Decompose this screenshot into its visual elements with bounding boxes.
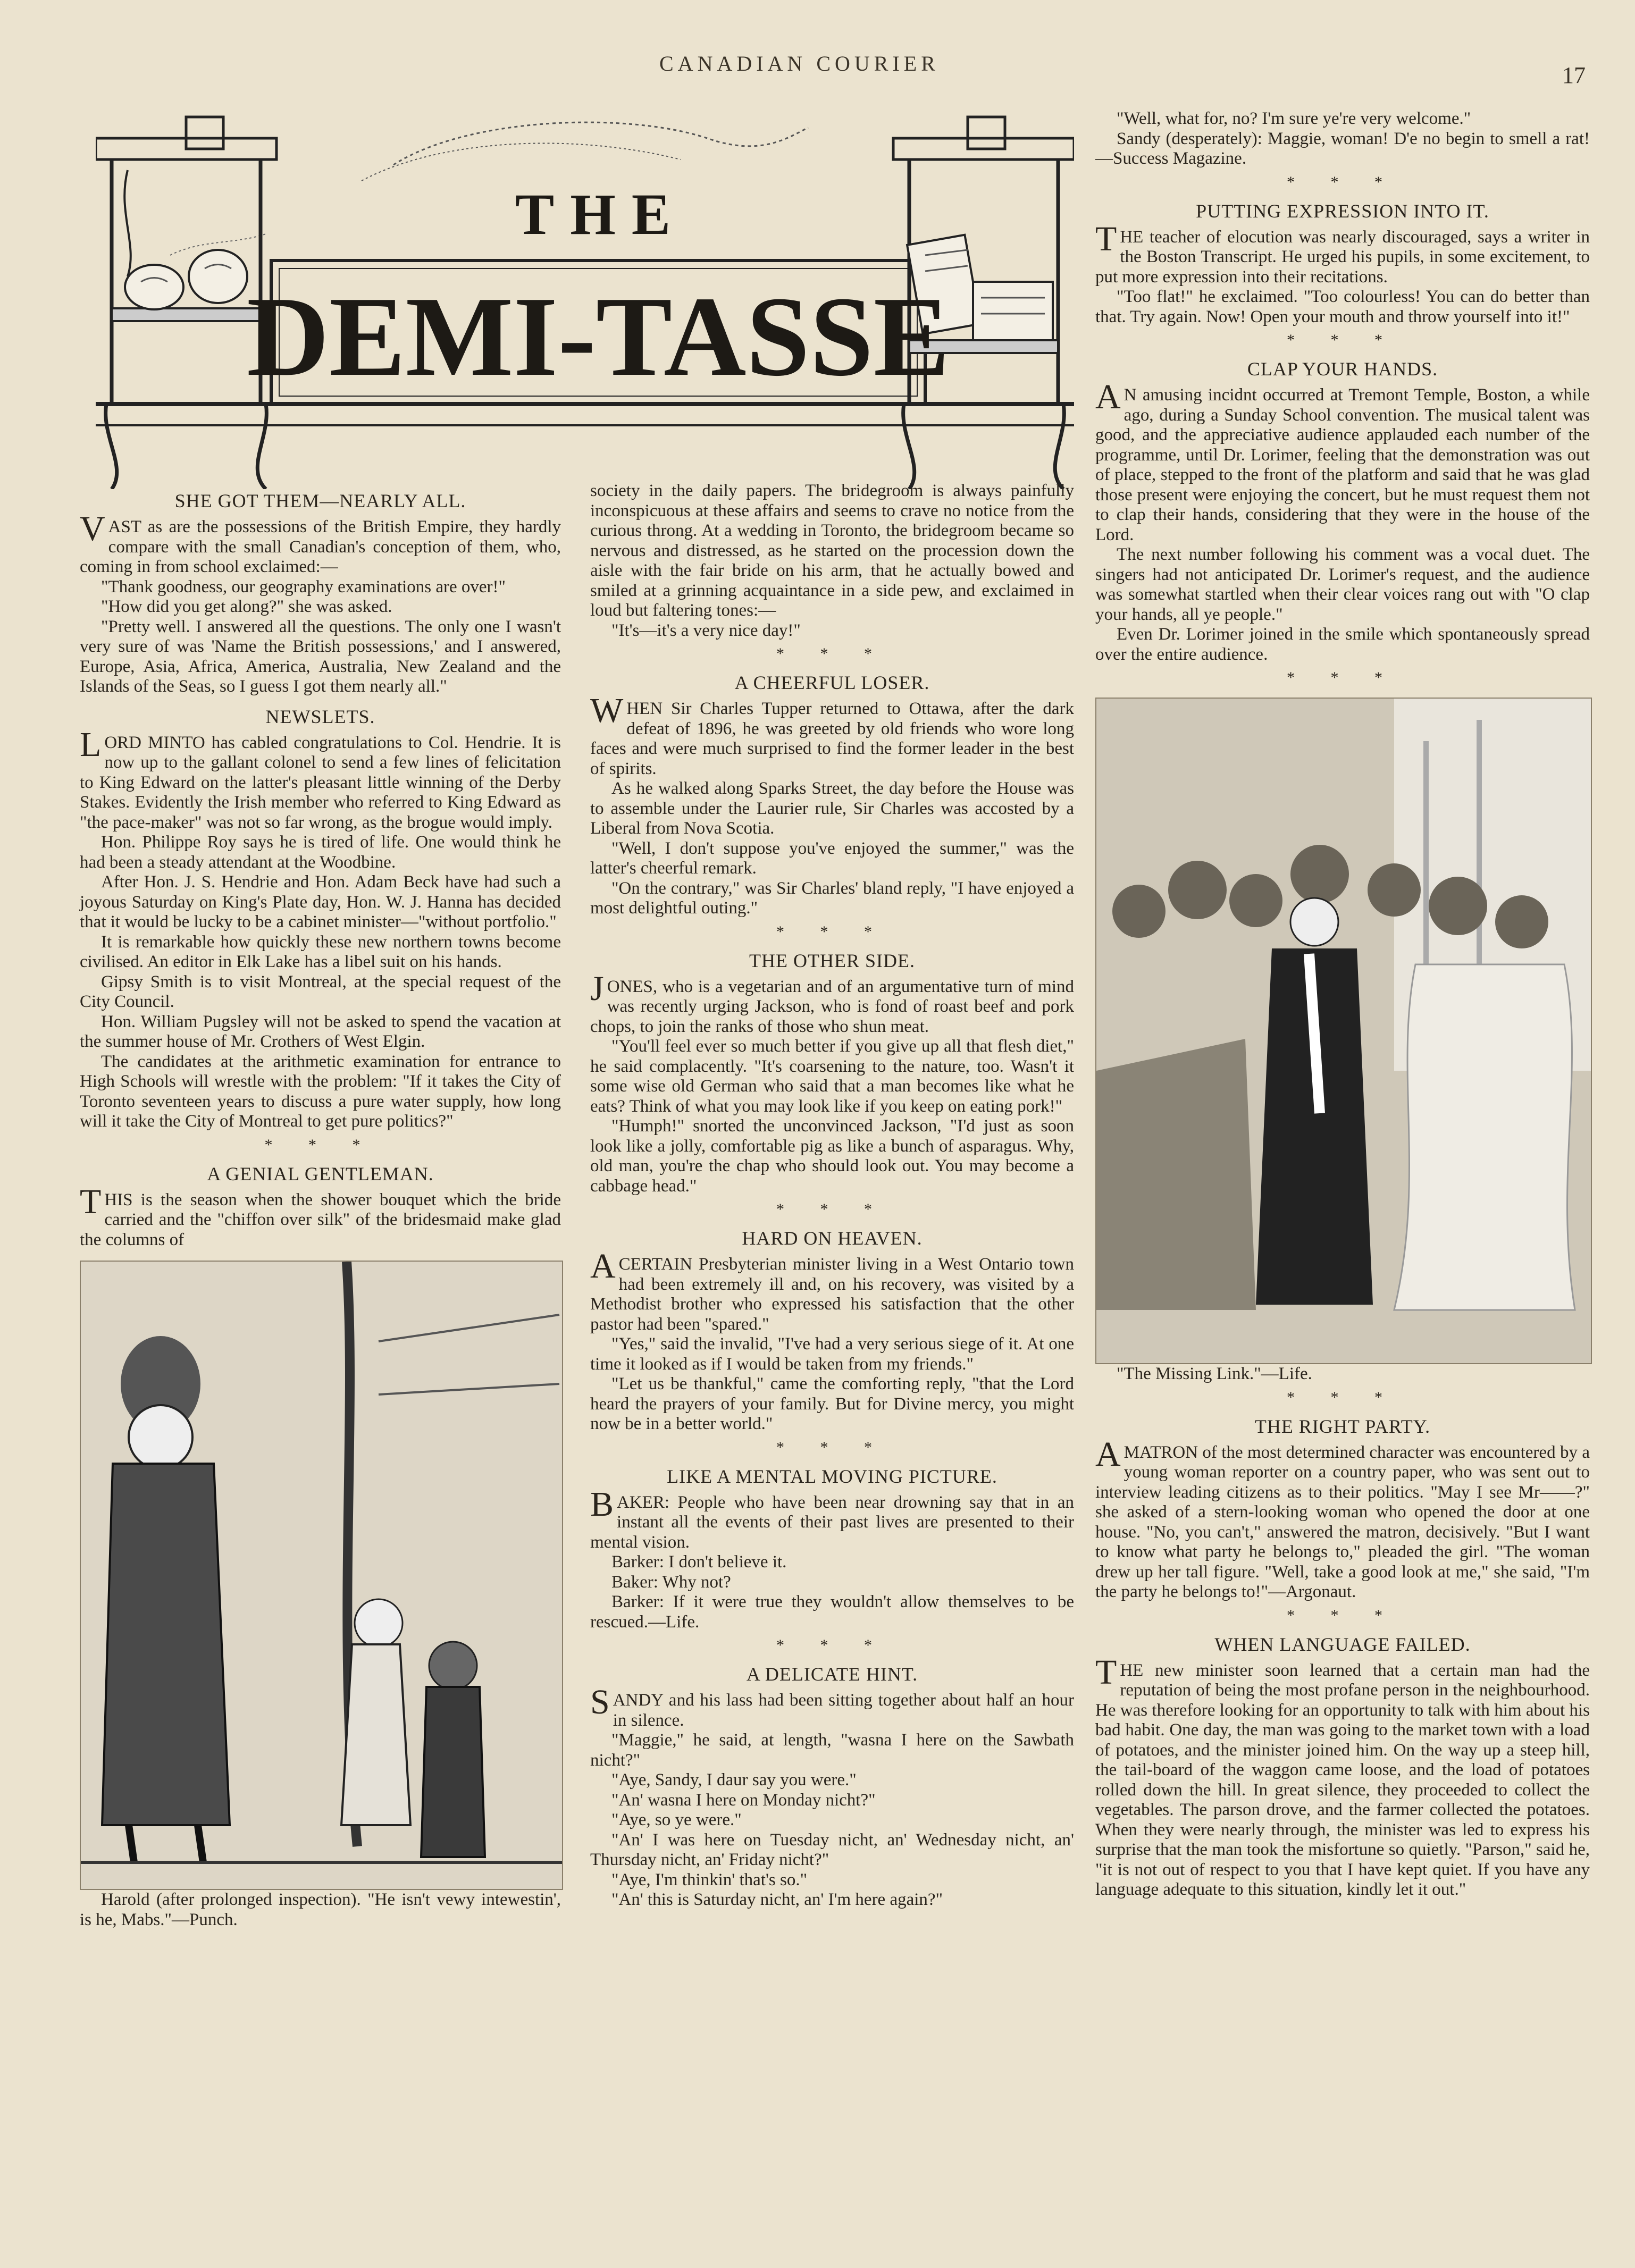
masthead-word-demitasse: DEMI-TASSE: [246, 273, 950, 400]
section-separator: * * *: [264, 1136, 376, 1154]
paragraph: "Well, I don't suppose you've enjoyed the summer," was the latter's cheerful remark.: [590, 838, 1074, 878]
section-title: PUTTING EXPRESSION INTO IT.: [1196, 200, 1489, 222]
paragraph: Even Dr. Lorimer joined in the smile which spontaneously spread over the entire audience.: [1095, 625, 1590, 664]
section-separator: * * *: [776, 1438, 888, 1456]
paragraph: "Well, what for, no? I'm sure ye're very welcome.": [1117, 109, 1471, 128]
paragraph: After Hon. J. S. Hendrie and Hon. Adam Beck have had such a joyous Saturday on King's Plate day, Hon. W. J. Hanna has decided that it would be lucky to be a cabinet minister—"without portfolio.": [80, 872, 561, 931]
column-3: [1095, 109, 1590, 1900]
paragraph: AMATRON of the most determined character was encountered by a young woman reporter on a country paper, who was sent out to interview leading citizens as to their politics. "May I see Mr——?" she asked of a stern-looking woman who opened the door at one house. "No, you can't," answered the matron, decisively. "But I want to know what party he belongs to," pleaded the girl. "The woman drew up her tall figure. "Well, take a good look at me," she said, "I'm the party he belongs to!"—Argonaut.: [1095, 1434, 1590, 1601]
section-title: SHE GOT THEM—NEARLY ALL.: [174, 490, 466, 511]
paragraph: THE new minister soon learned that a certain man had the reputation of being the most profane person in the neighbourhood. He was therefore looking for an opportunity to talk with him about his bad habit. One day, the man was going to the market town with a load of potatoes, and the minister joined him. On the way up a steep hill, the tail-board of the waggon came loose, and the load of potatoes rolled down the hill. In great silence, they proceeded to collect the vegetables. The parson drove, and the farmer collected the potatoes. When they were nearly through, the minister was led to express his surprise that the man took the misfortune so quietly. "Parson," said he, "it is not out of respect to you that I have kept quiet. If you have any language adequate to this situation, kindly let it out.": [1095, 1652, 1590, 1899]
paragraph: JONES, who is a vegetarian and of an argumentative turn of mind was recently urging Jackson, who is fond of roast beef and pork chops, to join the ranks of those who shun meat.: [590, 969, 1074, 1036]
paragraph: "Aye, so ye were.": [611, 1810, 742, 1829]
figure-caption: Harold (after prolonged inspection). "He isn't vewy intewestin', is he, Mabs."—Punch.: [80, 1890, 561, 1929]
paragraph: SANDY and his lass had been sitting together about half an hour in silence.: [590, 1683, 1074, 1730]
wedding-crowd-drawing: [1096, 699, 1591, 1363]
section-title: CLAP YOUR HANDS.: [1247, 358, 1438, 380]
paragraph: As he walked along Sparks Street, the day before the House was to assemble under the Laurier rule, Sir Charles was accosted by a Liberal from Nova Scotia.: [590, 779, 1074, 838]
paragraph: It is remarkable how quickly these new northern towns become civilised. An editor in Elk Lake has a libel suit on his hands.: [80, 932, 561, 971]
paragraph: "Thank goodness, our geography examinations are over!": [101, 577, 506, 597]
paragraph: LORD MINTO has cabled congratulations to Col. Hendrie. It is now up to the gallant colonel to send a few lines of felicitation to King Edward on the latter's pleasant little winning of the Derby Stakes. Evidently the Irish member who referred to King Edward as "the pace-maker" was not so far wrong, as the brogue would imply.: [80, 725, 561, 832]
paragraph: "Aye, Sandy, I daur say you were.": [611, 1770, 857, 1790]
section-separator: * * *: [776, 645, 888, 662]
paragraph: "It's—it's a very nice day!": [611, 620, 801, 640]
paragraph: WHEN Sir Charles Tupper returned to Ottawa, after the dark defeat of 1896, he was greeted by old friends who wore long faces and were much surprised to find the former leader in the best of spirits.: [590, 691, 1074, 778]
paragraph: ACERTAIN Presbyterian minister living in a West Ontario town had been extremely ill and, on his recovery, was visited by a Methodist brother who expressed his satisfaction that the other pastor had been "spared.": [590, 1247, 1074, 1334]
paragraph: Baker: Why not?: [611, 1572, 731, 1592]
section-title: A CHEERFUL LOSER.: [734, 672, 930, 693]
punch-illustration: [80, 1261, 563, 1890]
paragraph: The candidates at the arithmetic examination for entrance to High Schools will wrestle with the problem: "If it takes the City of Toronto seventeen years to discuss a pure water supply, how long will it take the City of Montreal to get pure politics?": [80, 1052, 561, 1131]
paragraph: Barker: If it were true they wouldn't allow themselves to be rescued.—Life.: [590, 1592, 1074, 1632]
paragraph: AN amusing incidnt occurred at Tremont Temple, Boston, a while ago, during a Sunday School convention. The musical talent was good, and the appreciative audience applauded each number of the programme, until Dr. Lorimer, feeling that the demonstration was out of place, stepped to the front of the platform and said that he was glad those present were enjoying the concert, but he must request them not to clap their hands, considering that they were in the house of the Lord.: [1095, 377, 1590, 544]
paragraph: Gipsy Smith is to visit Montreal, at the special request of the City Council.: [80, 972, 561, 1011]
paragraph: "An' I was here on Tuesday nicht, an' Wednesday nicht, an' Thursday nicht, an' Friday nicht?": [590, 1830, 1074, 1869]
section-title: THE OTHER SIDE.: [749, 950, 915, 971]
section-title: WHEN LANGUAGE FAILED.: [1214, 1633, 1471, 1655]
section-title: A DELICATE HINT.: [746, 1664, 918, 1685]
paragraph: society in the daily papers. The bridegroom is always painfully inconspicuous at these affairs and seems to crave no notice from the curious throng. At a wedding in Toronto, the bridegroom became so nervous and distressed, as he started on the procession down the aisle with the fair bride on his arm, that he actually bowed and smiled at a grinning acquaintance in a side pew, and exclaimed in loud but faltering tones:—: [590, 481, 1074, 620]
paragraph: Sandy (desperately): Maggie, woman! D'e no begin to smell a rat!—Success Magazine.: [1095, 129, 1590, 168]
section-separator: * * *: [776, 1200, 888, 1218]
paragraph: "Let us be thankful," came the comforting reply, "that the Lord heard the prayers of your family. But for Divine mercy, you might now be in a better world.": [590, 1374, 1074, 1433]
paragraph: Hon. William Pugsley will not be asked to spend the vacation at the summer house of Mr. Crothers of West Elgin.: [80, 1012, 561, 1051]
life-illustration: [1095, 698, 1592, 1364]
paragraph: "Too flat!" he exclaimed. "Too colourless! You can do better than that. Try again. Now! Open your mouth and throw yourself into it!": [1095, 287, 1590, 326]
section-separator: * * *: [1287, 331, 1398, 349]
paragraph: "An' wasna I here on Monday nicht?": [611, 1790, 876, 1810]
section-title: LIKE A MENTAL MOVING PICTURE.: [667, 1465, 997, 1487]
paragraph: Hon. Philippe Roy says he is tired of life. One would think he had been a steady attendant at the Woodbine.: [80, 833, 561, 872]
paragraph: The next number following his comment was a vocal duet. The singers had not anticipated Dr. Lorimer's request, and the audience was somewhat startled when their clear voices rang out with "O clap your hands, all ye people.": [1095, 545, 1590, 624]
paragraph: Barker: I don't believe it.: [611, 1552, 787, 1572]
masthead-word-the: THE: [515, 182, 687, 247]
masthead-illustration: [96, 106, 1074, 489]
page-number: 17: [1562, 62, 1586, 88]
section-separator: * * *: [776, 1636, 888, 1654]
demi-tasse-masthead: [96, 106, 1074, 489]
section-separator: * * *: [776, 922, 888, 940]
paragraph: "An' this is Saturday nicht, an' I'm here again?": [611, 1890, 943, 1909]
section-separator: * * *: [1287, 1388, 1398, 1406]
section-separator: * * *: [1287, 173, 1398, 191]
section-title: NEWSLETS.: [265, 705, 375, 727]
paragraph: VAST as are the possessions of the British Empire, they hardly compare with the small Canadian's conception of them, who, coming in from school exclaimed:—: [80, 509, 561, 576]
figure-caption: "The Missing Link."—Life.: [1117, 1364, 1312, 1383]
section-title: THE RIGHT PARTY.: [1254, 1415, 1431, 1437]
paragraph: "On the contrary," was Sir Charles' bland reply, "I have enjoyed a most delightful outing.": [590, 878, 1074, 918]
column-2: [590, 481, 1074, 1910]
column-1: [80, 481, 561, 1930]
paragraph: "Maggie," he said, at length, "wasna I here on the Sawbath nicht?": [590, 1731, 1074, 1770]
section-separator: * * *: [1287, 1606, 1398, 1624]
paragraph: "Yes," said the invalid, "I've had a very serious siege of it. At one time it looked as if I would be taken from my friends.": [590, 1334, 1074, 1374]
policeman-children-drawing: [81, 1262, 562, 1889]
section-title: HARD ON HEAVEN.: [742, 1228, 923, 1249]
paragraph: "How did you get along?" she was asked.: [101, 597, 392, 616]
paragraph: "Humph!" snorted the unconvinced Jackson, "I'd just as soon look like a jolly, comfortable pig as like a bunch of asparagus. Why, old man, you're the chap who should look out. You may become a cabbage head.": [590, 1116, 1074, 1196]
running-head: CANADIAN COURIER: [659, 52, 940, 75]
paragraph: BAKER: People who have been near drowning say that in an instant all the events of their past lives are presented to their mental vision.: [590, 1484, 1074, 1552]
paragraph: "Pretty well. I answered all the questions. The only one I wasn't very sure of was 'Name the British possessions,' and I answered, Europe, Asia, Africa, America, Australia, New Zealand and the Islands of the Seas, so I guess I got them nearly all.": [80, 617, 561, 696]
paragraph: THIS is the season when the shower bouquet which the bride carried and the "chiffon over silk" of the bridesmaid make glad the columns of: [80, 1182, 561, 1249]
section-separator: * * *: [1287, 669, 1398, 686]
paragraph: "Aye, I'm thinkin' that's so.": [611, 1870, 808, 1889]
paragraph: "You'll feel ever so much better if you give up all that flesh diet," he said complacently. "It's coarsening to the nature, too. Wasn't it some wise old German who said that a man becomes like what he eats? Think of what you may look like if you keep on eating pork!": [590, 1037, 1074, 1116]
section-title: A GENIAL GENTLEMAN.: [207, 1163, 434, 1185]
paragraph: THE teacher of elocution was nearly discouraged, says a writer in the Boston Transcript. He urged his pupils, in some excitement, to put more expression into their recitations.: [1095, 219, 1590, 287]
